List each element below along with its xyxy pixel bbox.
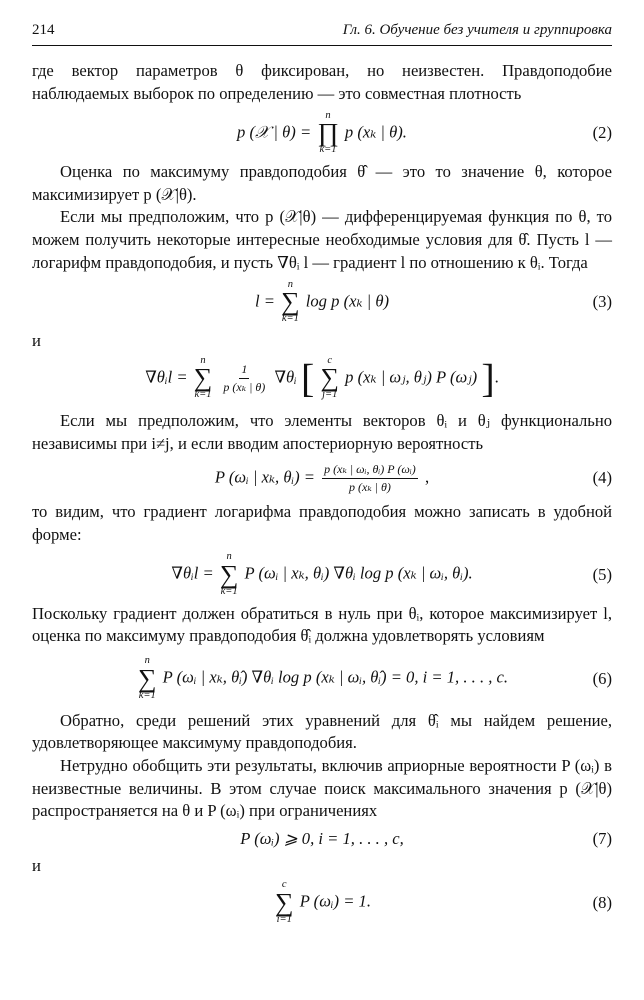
eqg-inner-sum-sign: c ∑ j=1 <box>320 354 339 401</box>
paragraph-1: где вектор параметров θ фиксирован, но неизвестен. Правдоподобие наблюдаемых выборок по определению — это совместная плотность <box>32 61 612 103</box>
eq2-upper: n <box>325 109 331 121</box>
equation-8 <box>32 877 612 929</box>
paragraph-3: Если мы предположим, что p (𝒳|θ) — дифференцируемая функция по θ, то можем получить некоторые интересные необходимые условия для θ̂. Пусть l — логарифм правдоподобия, и пусть ∇θᵢ l — градиент l по отношению к θᵢ. Тогда <box>32 207 612 272</box>
equation-7 <box>32 823 612 855</box>
eq5-lower: k=1 <box>220 585 238 597</box>
eq6-sum-sign: n ∑ k=1 <box>137 655 157 701</box>
running-title: Гл. 6. Обучение без учителя и группировка <box>342 22 612 38</box>
eqg-frac-num: 1 <box>239 362 249 379</box>
equation-7-number: (7) <box>592 828 612 848</box>
eq8-upper: c <box>281 879 287 891</box>
eqg-upper: n <box>200 354 206 366</box>
eq3-sum-sign: n ∑ k=1 <box>281 278 300 325</box>
equation-gradient <box>32 352 612 404</box>
equation-8-formula <box>273 880 371 925</box>
left-bracket: [ <box>300 355 315 401</box>
equation-3-number: (3) <box>592 292 612 312</box>
paragraph-8: Нетрудно обобщить эти результаты, включив априорные вероятности P (ωᵢ) в неизвестные величины. В этом случае поиск максимального значения p (𝒳|θ) распространяется на θ и P (ωᵢ) при ограничениях <box>32 755 612 821</box>
eqg-fraction <box>221 362 267 395</box>
eq2-lhs: p (𝒳 | θ) = <box>237 122 312 141</box>
eq5-sum-sign: n ∑ k=1 <box>219 551 239 597</box>
eqg-inner-lower: j=1 <box>322 389 338 401</box>
equation-6 <box>32 648 612 710</box>
equation-3-formula <box>255 280 389 325</box>
equation-6-formula <box>136 656 508 701</box>
paragraph-5: то видим, что градиент логарифма правдоподобия можно записать в удобной форме: <box>32 502 612 544</box>
eq4-lhs: P (ωᵢ | xₖ, θᵢ) = <box>214 467 315 487</box>
paragraph-7: Обратно, среди решений этих уравнений для θ̂ᵢ мы найдем решение, удовлетворяющее максимуму правдоподобия. <box>32 710 612 753</box>
eqg-end: . <box>494 366 499 386</box>
eq6-upper: n <box>144 655 150 667</box>
eq5-lhs: ∇θᵢl = <box>171 563 214 583</box>
equation-3 <box>32 274 612 330</box>
page-number: 214 <box>32 22 55 38</box>
equation-5 <box>32 547 612 603</box>
equation-4 <box>32 455 612 501</box>
page <box>32 22 612 929</box>
equation-2 <box>32 105 612 161</box>
eqg-mid: ∇θᵢ <box>274 366 297 386</box>
equation-8-number: (8) <box>592 892 612 912</box>
equation-2-number: (2) <box>592 123 612 143</box>
eq2-product-sign: n ∏ k=1 <box>317 109 339 156</box>
eq7-formula: P (ωᵢ) ⩾ 0, i = 1, . . . , c, <box>240 828 404 848</box>
equation-gradient-formula <box>145 356 499 401</box>
eq4-end: , <box>424 467 430 487</box>
eq6-lower: k=1 <box>138 689 156 701</box>
eq4-frac-den: p (xₖ | θ) <box>349 479 391 494</box>
eq5-upper: n <box>226 551 232 563</box>
word-and-2: и <box>32 855 41 875</box>
paragraph-2: Оценка по максимуму правдоподобия θ̂ — это то значение θ, которое максимизирует p (𝒳|θ). <box>32 162 612 204</box>
eq5-rhs: P (ωᵢ | xₖ, θᵢ) ∇θᵢ log p (xₖ | ωᵢ, θᵢ). <box>244 563 473 583</box>
eq4-frac-num: p (xₖ | ωᵢ, θᵢ) P (ωᵢ) <box>322 462 418 479</box>
eq3-rhs: log p (xₖ | θ) <box>305 290 390 310</box>
eq6-rhs: P (ωᵢ | xₖ, θ̂ᵢ) ∇θᵢ log p (xₖ | ωᵢ, θ̂ᵢ) = 0, i = 1, . . . , c. <box>162 667 509 687</box>
eq8-sum-sign: c ∑ i=1 <box>274 879 294 925</box>
paragraph-4: Если мы предположим, что элементы векторов θᵢ и θⱼ функционально независимы при i≠j, и если вводим апостериорную вероятность <box>32 411 612 453</box>
eq2-rhs: p (xₖ | θ). <box>344 122 407 141</box>
eqg-sum-sign: n ∑ k=1 <box>193 354 213 401</box>
eq4-fraction <box>322 462 418 495</box>
eqg-inner-upper: c <box>327 354 333 366</box>
equation-5-formula <box>171 552 472 597</box>
eq3-lhs: l = <box>254 290 275 310</box>
equation-4-formula <box>215 462 429 495</box>
eqg-lower: k=1 <box>194 389 212 401</box>
eqg-lhs: ∇θᵢl = <box>145 366 188 386</box>
eq3-upper: n <box>287 278 293 290</box>
word-and-1: и <box>32 331 41 351</box>
equation-4-number: (4) <box>592 468 612 488</box>
eq8-rhs: P (ωᵢ) = 1. <box>299 891 372 911</box>
eq3-lower: k=1 <box>281 313 299 325</box>
page-header <box>32 22 612 46</box>
eqg-frac-den: p (xₖ | θ) <box>223 379 266 394</box>
eqg-inner: p (xₖ | ωⱼ, θⱼ) P (ωⱼ) <box>345 366 478 386</box>
equation-5-number: (5) <box>592 564 612 584</box>
equation-2-formula <box>237 111 407 156</box>
eq8-lower: i=1 <box>276 913 292 925</box>
eq2-lower: k=1 <box>319 144 337 156</box>
paragraph-6: Поскольку градиент должен обратиться в нуль при θᵢ, которое максимизирует l, оценка по максимуму правдоподобия θ̂ᵢ должна удовлетворять условиям <box>32 603 612 646</box>
right-bracket: ] <box>481 355 495 401</box>
equation-6-number: (6) <box>592 668 612 688</box>
